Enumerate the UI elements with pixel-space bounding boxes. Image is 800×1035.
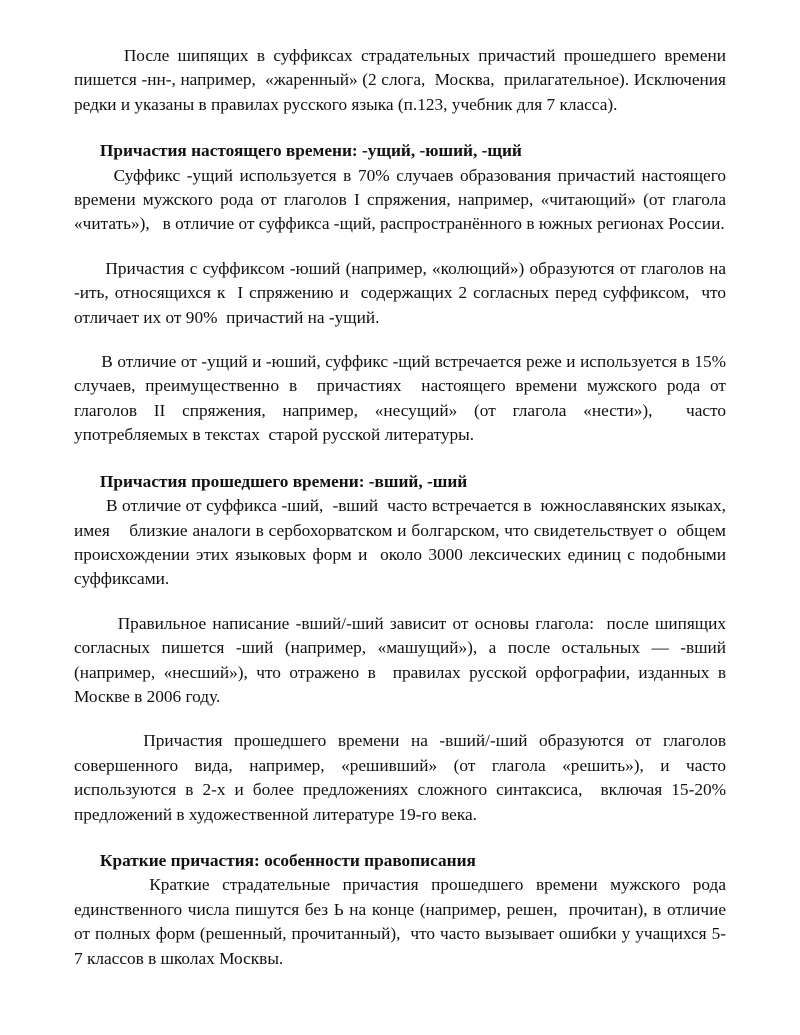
- paragraph-nn-rule: После шипящих в суффиксах страдательных причастий прошедшего времени пишется -нн-, например, «жаренный» (2 слога, Москва, прилагательное). Исключения редки и указаны в правилах русского языка (п.123, учебник для 7 класса).: [74, 46, 731, 114]
- paragraph-yushiy-suffix: Причастия с суффиксом -юший (например, «колющий») образуются от глаголов на -ить, относящихся к I спряжению и содержащих 2 согласных перед суффиксом, что отличает их от 90% причастий на -ущий.: [74, 258, 731, 327]
- spacer: [74, 709, 726, 729]
- spacer: [74, 827, 726, 849]
- spacer: [74, 448, 726, 470]
- spacer: [74, 117, 726, 139]
- paragraph-perfective-verbs: Причастия прошедшего времени на -вший/-ший образуются от глаголов совершенного вида, например, «решивший» (от глагола «решить»), и часто используются в 2-х и более предложениях сложного синтаксиса, включая 15-20% предложений в художественной литературе 19-го века.: [74, 731, 731, 824]
- heading-short-participles: Краткие причастия: особенности правописания: [74, 850, 476, 870]
- paragraph-south-slavic: В отличие от суффикса -ший, -вший часто встречается в южнославянских языках, имея близкие аналоги в сербохорватском и болгарском, что свидетельствует о общем происхождении этих языковых форм и около 3000 лексических единиц с подобными суффиксами.: [74, 496, 744, 589]
- paragraph-shchiy-suffix: В отличие от -ущий и -юший, суффикс -щий встречается реже и используется в 15% случаев, преимущественно в причастиях настоящего времени мужского рода от глаголов II спряжения, например, «несущий» (от глагола «нести»), часто употребляемых в текстах старой русской литературы.: [74, 352, 735, 445]
- document-page: [74, 44, 744, 971]
- paragraph-spelling-rule: Правильное написание -вший/-ший зависит от основы глагола: после шипящих согласных пишется -ший (например, «машущий»), а после остальных — -вший (например, «несший»), что отражено в правилах русской орфографии, изданных в Москве в 2006 году.: [74, 613, 731, 706]
- heading-present-participles: Причастия настоящего времени: -ущий, -юший, -щий: [74, 141, 522, 161]
- paragraph-ushchiy-suffix: Суффикс -ущий используется в 70% случаев образования причастий настоящего времени мужского рода от глаголов I спряжения, например, «читающий» (от глагола «читать»), в отличие от суффикса -щий, распространённого в южных регионах России.: [74, 165, 731, 234]
- spacer: [74, 592, 726, 612]
- heading-past-participles: Причастия прошедшего времени: -вший, -ший: [74, 471, 468, 491]
- paragraph-short-forms: Краткие страдательные причастия прошедшего времени мужского рода единственного числа пишутся без Ь на конце (например, решен, прочитан), в отличие от полных форм (решенный, прочитанный), что часто вызывает ошибки у учащихся 5-7 классов в школах Москвы.: [74, 875, 731, 968]
- spacer: [74, 237, 726, 257]
- spacer: [74, 330, 726, 350]
